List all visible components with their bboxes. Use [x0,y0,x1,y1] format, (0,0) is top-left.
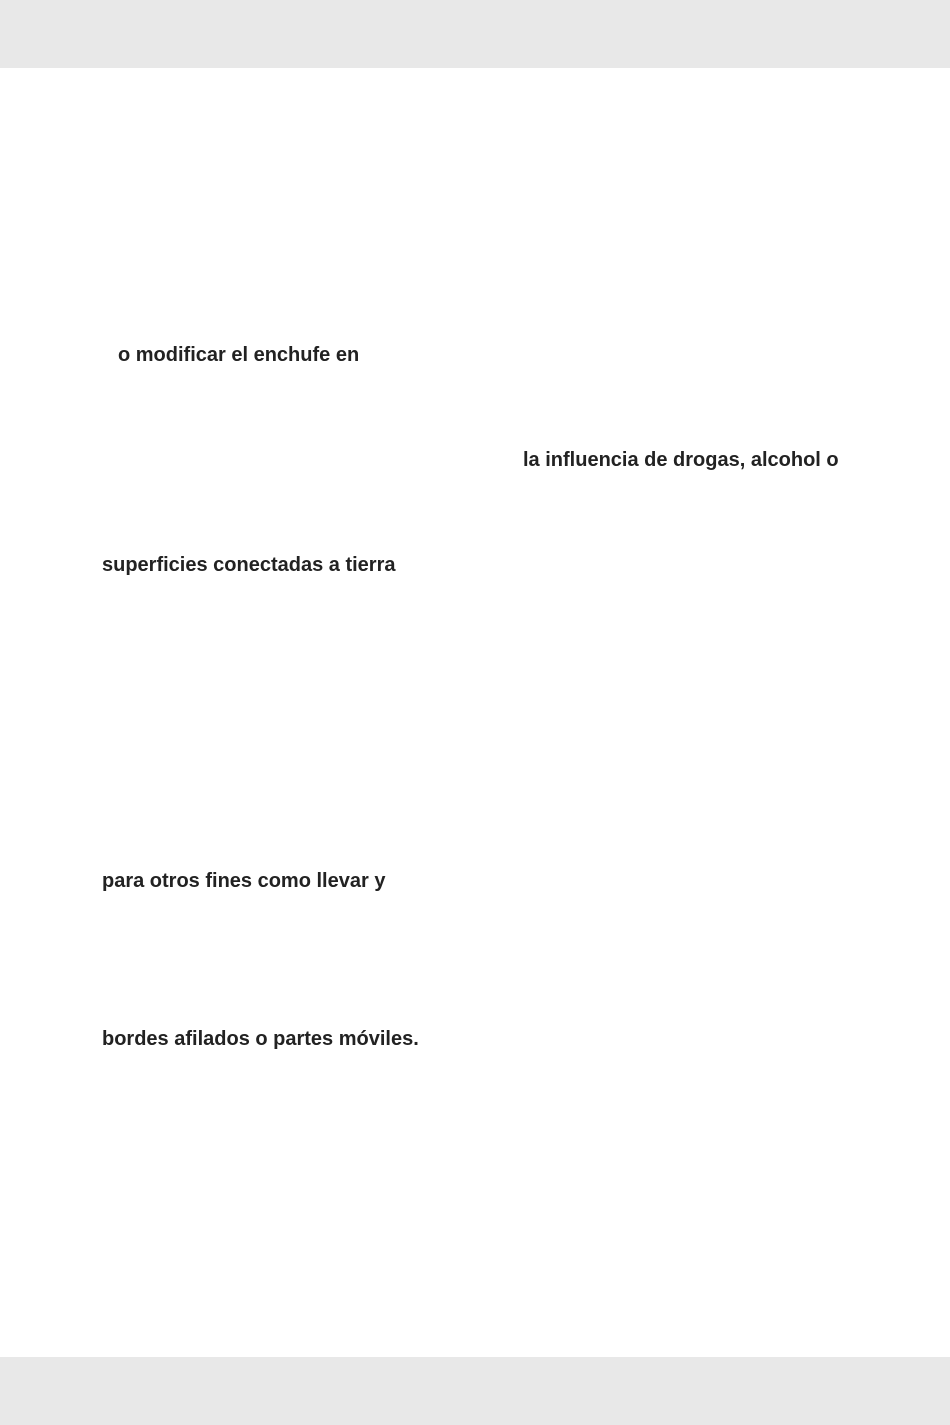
bottom-gray-band [0,1357,950,1425]
text-fragment-influence: la influencia de drogas, alcohol o [523,449,839,471]
document-page [0,68,950,1357]
text-fragment-other-purposes: para otros fines como llevar y [102,870,386,892]
top-gray-band [0,0,950,68]
text-fragment-sharp-edges: bordes afilados o partes móviles. [102,1028,419,1050]
text-fragment-plug: o modificar el enchufe en [118,344,360,366]
text-fragment-grounded-surfaces: superficies conectadas a tierra [102,554,396,576]
